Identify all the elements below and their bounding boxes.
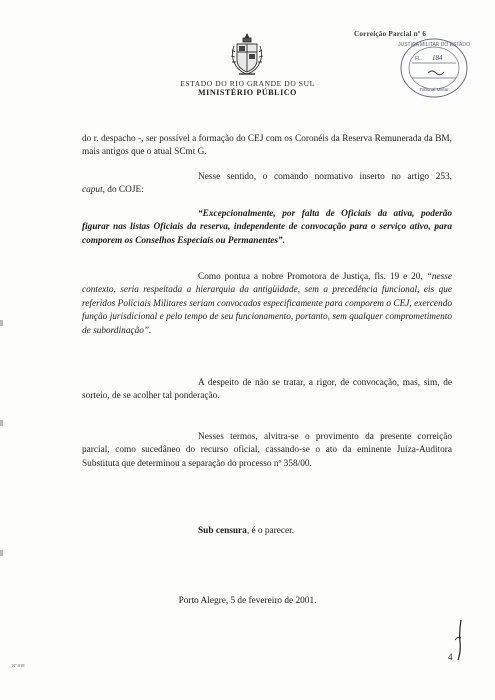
quote-promotora: “nesse contexto, seria respeitada a hierarquia da antigüidade, sem a precedência funcional, eis que referidos Policiais Militares seriam convocados especificamente para comporem o CEJ, exercendo função jurisdicional e pelo tempo de seu funcionamento, portanto, sem qualquer comprometimento de subordinação”.: [82, 272, 452, 336]
sub-censura-tail: , é o parecer.: [246, 526, 295, 536]
case-reference: Correição Parcial nº 6: [354, 30, 427, 38]
caput-term: caput,: [82, 185, 105, 196]
quote-coje-article: “Excepcionalmente, por falta de Oficiais da ativa, poderão figurar nas listas Oficiais da reserva, independente de convocação para o serviço ativo, para comporem os Conselhos Especiais ou Permanentes”.: [82, 209, 452, 246]
place-and-date: Porto Alegre, 5 de fevereiro de 2001.: [178, 596, 317, 606]
paragraph-1: do r. despacho -, ser possível a formação do CEJ com os Coronéis da Reserva Remunerada da BM, mais antigos que o atual SCmt G.: [82, 134, 452, 158]
paragraph-2: [82, 171, 452, 198]
paragraph-sorteio: A despeito de não se tratar, a rigor, de convocação, mas, sim, de sorteio, de se acolher tal ponderação.: [82, 378, 452, 402]
state-heading: ESTADO DO RIO GRANDE DO SUL: [180, 79, 315, 88]
stamp-ring-text: JUSTIÇA MILITAR DO ESTADO: [398, 42, 470, 48]
stamp-sheet-label: FL.: [415, 56, 423, 62]
page-number: 4: [448, 652, 453, 662]
paragraph-sub-censura: [82, 525, 452, 538]
binding-holes: [0, 300, 6, 600]
handwritten-initial: [452, 618, 466, 662]
form-code: Nº 018: [12, 663, 25, 668]
stamp-rubric: Tribunal Militar: [419, 87, 449, 92]
paragraph-promotora-lead: Como pontua a nobre Promotora de Justiça, fls. 19 e 20,: [198, 272, 427, 282]
paragraph-2-tail-text: do COJE:: [104, 185, 144, 196]
paragraph-promotora: [82, 271, 452, 338]
paragraph-2-line: Nesse sentido, o comando normativo inserto no artigo 253,: [198, 172, 452, 182]
paragraph-2-tail: [82, 184, 452, 197]
state-coat-of-arms-icon: [228, 32, 266, 78]
sub-censura-term: Sub censura: [198, 526, 247, 536]
paragraph-conclusion: Nesses termos, alvitra-se o provimento da presente correição parcial, como sucedâneo do recurso oficial, cassando-se o ato da eminente Juíza-Auditora Substituta que determinou a separação do processo nº 358/00.: [82, 432, 452, 469]
stamp-sheet-number: 184: [432, 54, 443, 62]
ministry-heading: MINISTÉRIO PÚBLICO: [197, 88, 298, 97]
court-stamp: [398, 36, 470, 100]
